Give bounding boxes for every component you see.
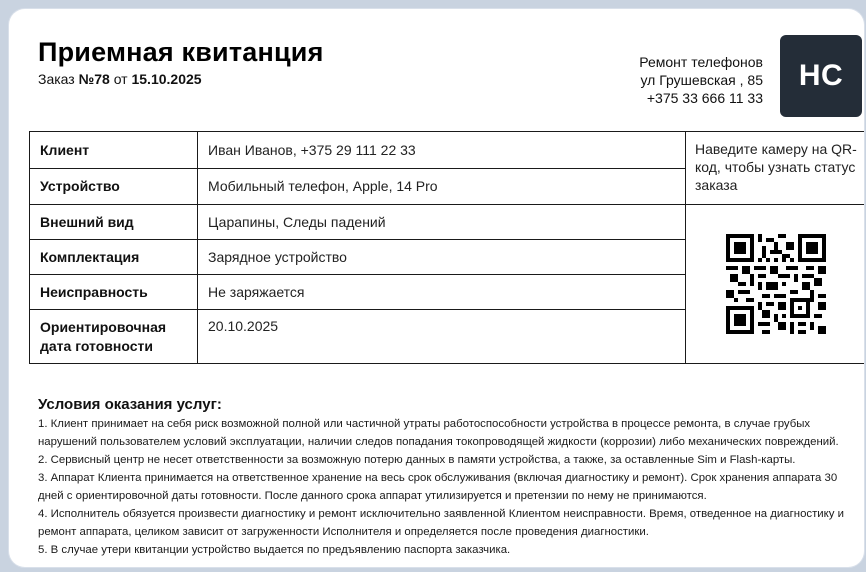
order-line	[38, 71, 202, 87]
qr-cell	[686, 205, 865, 364]
terms-item: 4. Исполнитель обязуется произвести диагностику и ремонт исключительно заявленной Клиентом неисправности. Время, отведенное на диагностику и ремонт аппарата, целиком зависит от загруженности Исполнителя и определяется после проведения диагностики.	[38, 508, 845, 538]
row-value: Царапины, Следы падений	[198, 205, 686, 240]
order-details-table	[29, 131, 864, 364]
company-logo	[780, 35, 862, 117]
terms-item: 1. Клиент принимает на себя риск возможной полной или частичной утраты работоспособности устройства в процессе ремонта, в случае грубых нарушений пользователем условий эксплуатации, наличии следов попадания токопроводящей жидкости (коррозии) либо механических повреждений.	[38, 418, 839, 448]
order-number: №78	[78, 71, 110, 87]
table-row	[30, 132, 865, 169]
page-title: Приемная квитанция	[38, 37, 324, 67]
row-value: Иван Иванов, +375 29 111 22 33	[198, 132, 686, 169]
row-value: Не заряжается	[198, 275, 686, 310]
qr-code-icon	[726, 234, 826, 334]
company-address: ул Грушевская , 85	[640, 72, 763, 88]
row-value: Мобильный телефон, Apple, 14 Pro	[198, 168, 686, 205]
terms-section	[38, 396, 858, 559]
row-label: Клиент	[30, 132, 198, 169]
order-prefix: Заказ	[38, 71, 75, 87]
row-value: Зарядное устройство	[198, 240, 686, 275]
qr-hint: Наведите камеру на QR-код, чтобы узнать статус заказа	[686, 132, 865, 205]
terms-item: 3. Аппарат Клиента принимается на ответственное хранение на весь срок обслуживания (включая диагностику и ремонт). Срок хранения аппарата 30 дней с ориентировочной даты готовности. После данного срока аппарат утилизируется и претензии по нему не принимаются.	[38, 472, 838, 502]
logo-text: HC	[798, 59, 844, 92]
row-label: Ориентировочная дата готовности	[30, 310, 198, 364]
company-info	[639, 53, 763, 107]
terms-heading: Условия оказания услуг:	[38, 396, 222, 413]
company-phone: +375 33 666 11 33	[646, 90, 763, 106]
row-label: Внешний вид	[30, 205, 198, 240]
table-row	[30, 205, 865, 240]
row-label: Комплектация	[30, 240, 198, 275]
row-label: Неисправность	[30, 275, 198, 310]
row-value: 20.10.2025	[198, 310, 686, 364]
company-name: Ремонт телефонов	[639, 54, 763, 70]
terms-item: 5. В случае утери квитанции устройство выдается по предъявлению паспорта заказчика.	[38, 544, 511, 556]
order-date-prefix: от	[113, 71, 128, 87]
terms-item: 2. Сервисный центр не несет ответственности за возможную потерю данных в памяти устройства, а также, за оставленные Sim и Flash-карты.	[38, 454, 796, 466]
order-date: 15.10.2025	[131, 71, 202, 87]
row-label: Устройство	[30, 168, 198, 205]
receipt-page	[9, 9, 864, 567]
